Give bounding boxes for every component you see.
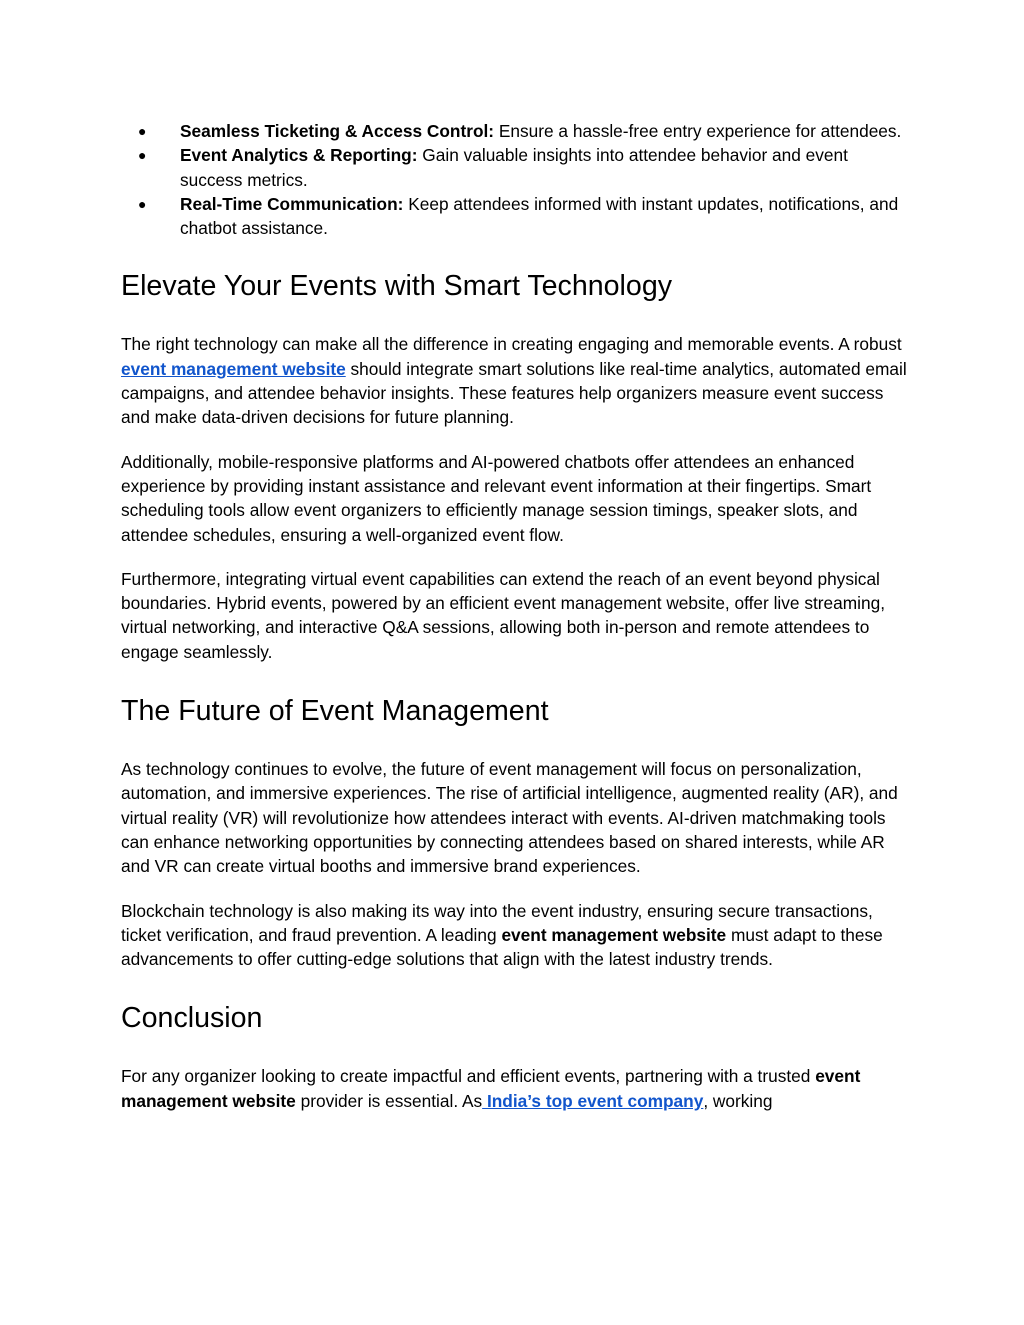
feature-title: Real-Time Communication: (180, 193, 404, 214)
paragraph-text: For any organizer looking to create impactful and efficient events, partnering with a trusted (121, 1066, 816, 1087)
paragraph-text: should integrate smart solutions like real-time analytics, automated email campaigns, and attendee behavior insights. These features help organizers measure event success and make data-driven decisions for future planning. (121, 358, 907, 428)
paragraph-text: The right technology can make all the difference in creating engaging and memorable events. A robust (121, 334, 902, 355)
feature-list (121, 119, 907, 240)
bold-phrase: event management website (501, 924, 727, 945)
paragraph-conclusion-1 (121, 1064, 907, 1113)
bullet-icon: ● (138, 195, 147, 212)
paragraph-text: Blockchain technology is also making its way into the event industry, ensuring secure transactions, ticket verification, and fraud prevention. A leading (121, 900, 873, 945)
bullet-icon: ● (138, 147, 147, 164)
feature-text: Ensure a hassle-free entry experience for attendees. (494, 121, 902, 141)
bold-phrase: event management website (121, 1066, 861, 1111)
heading-future: The Future of Event Management (121, 695, 549, 728)
paragraph-text: , working (703, 1090, 773, 1111)
event-management-website-link[interactable]: event management website (121, 358, 346, 379)
feature-title: Event Analytics & Reporting: (180, 145, 418, 166)
paragraph-elevate-1 (121, 332, 907, 429)
paragraph-elevate-2: Additionally, mobile-responsive platforms and AI-powered chatbots offer attendees an enhanced experience by providing instant assistance and relevant event information at their fingertips. Smart scheduling tools allow event organizers to efficiently manage session timings, speaker slots, and attendee schedules, ensuring a well-organized event flow. (121, 451, 872, 545)
paragraph-text: provider is essential. As (295, 1090, 483, 1111)
top-event-company-link[interactable]: India’s top event company (482, 1090, 704, 1111)
list-item (121, 143, 907, 192)
list-item (121, 192, 907, 241)
paragraph-text: must adapt to these advancements to offer cutting-edge solutions that align with the latest industry trends. (121, 924, 883, 970)
feature-text: Gain valuable insights into attendee behavior and event success metrics. (180, 145, 848, 190)
feature-text: Keep attendees informed with instant updates, notifications, and chatbot assistance. (180, 193, 899, 239)
paragraph-elevate-3: Furthermore, integrating virtual event capabilities can extend the reach of an event beyond physical boundaries. Hybrid events, powered by an efficient event management website, offer live streaming, virtual networking, and interactive Q&A sessions, allowing both in-person and remote attendees to engage seamlessly. (121, 568, 886, 662)
list-item (121, 119, 907, 143)
bullet-icon: ● (138, 123, 147, 139)
document-page (121, 119, 907, 1113)
paragraph-future-2 (121, 899, 907, 972)
heading-conclusion: Conclusion (121, 1002, 263, 1035)
feature-title: Seamless Ticketing & Access Control: (180, 121, 495, 141)
paragraph-future-1: As technology continues to evolve, the future of event management will focus on personalization, automation, and immersive experiences. The rise of artificial intelligence, augmented reality (AR), and virtual reality (VR) will revolutionize how attendees interact with events. AI-driven matchmaking tools can enhance networking opportunities by connecting attendees based on shared interests, while AR and VR can create virtual booths and immersive brand experiences. (121, 759, 898, 877)
heading-elevate: Elevate Your Events with Smart Technology (121, 270, 673, 303)
